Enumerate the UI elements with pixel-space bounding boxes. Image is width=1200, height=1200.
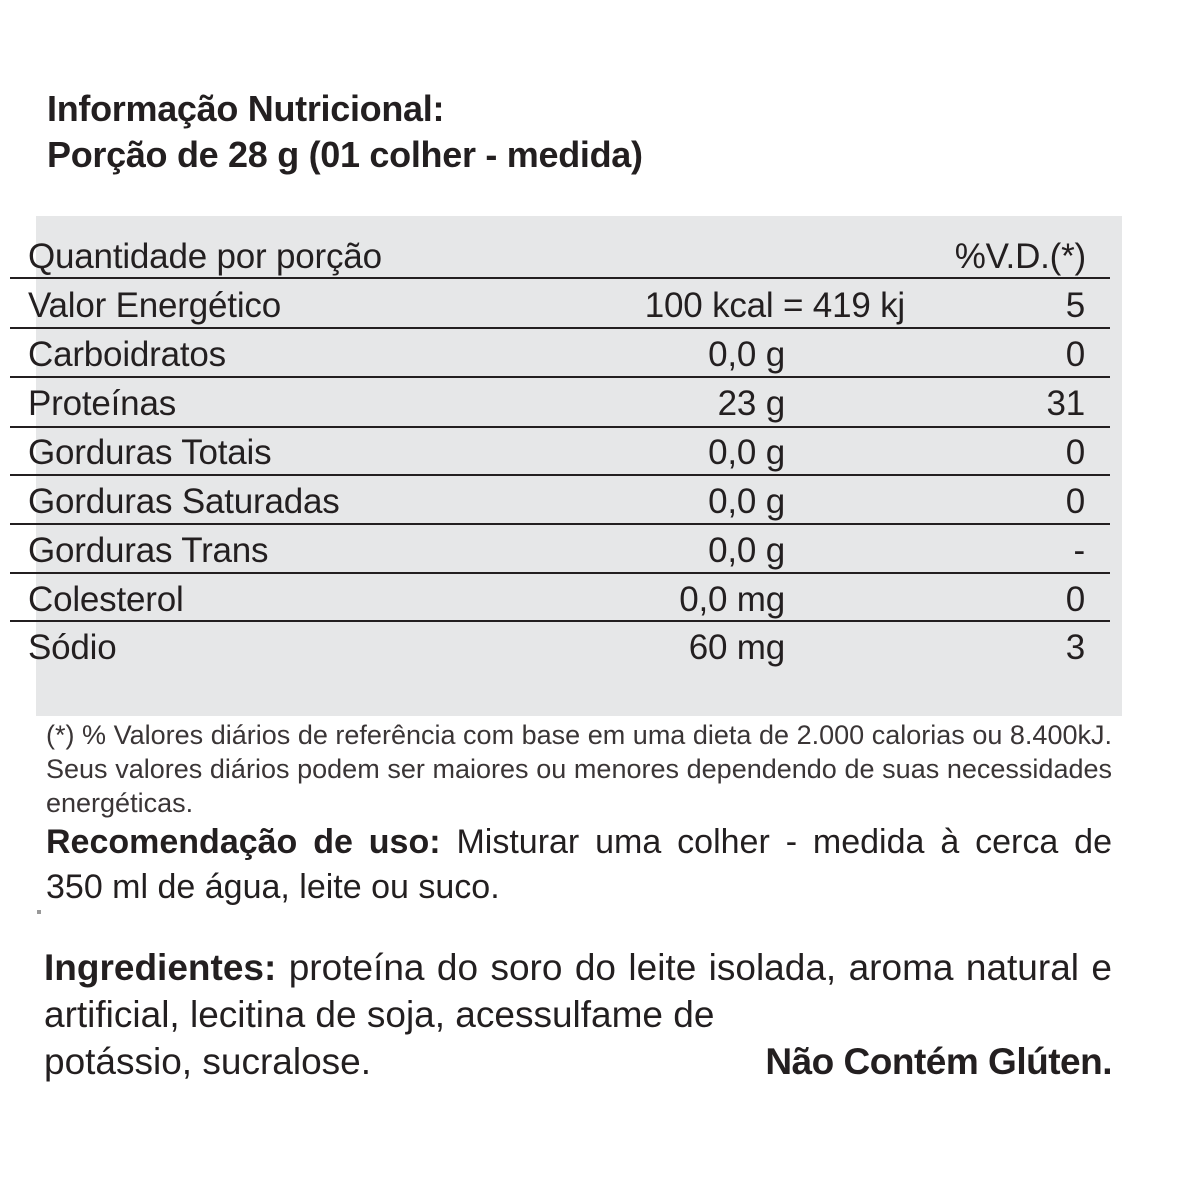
daily-value-footnote: (*) % Valores diários de referência com base em uma dieta de 2.000 calorias ou 8.400kJ. Seus valores diários podem ser maiores ou menores dependendo de suas necessidades energéticas. — [46, 720, 1112, 818]
nutrient-amount: 0,0 g — [708, 433, 785, 472]
table-row — [10, 330, 1110, 379]
ingredients-label: Ingredientes: — [44, 947, 277, 988]
nutrient-amount: 100 kcal = 419 kj — [644, 286, 905, 325]
usage-recommendation — [46, 820, 1112, 910]
column-tick — [932, 376, 938, 378]
nutrient-label: Sódio — [28, 628, 117, 667]
column-tick — [932, 523, 938, 525]
page-title: Informação Nutricional: — [47, 88, 445, 129]
table-divider — [10, 620, 1110, 622]
table-row — [10, 526, 1110, 575]
nutrient-label: Gorduras Totais — [28, 433, 272, 472]
ingredients-text-end: potássio, sucralose. — [44, 1041, 372, 1082]
table-row — [10, 379, 1110, 428]
table-row — [10, 477, 1110, 526]
nutrient-vd: 31 — [1046, 384, 1085, 423]
column-tick — [932, 327, 938, 329]
nutrient-vd: 0 — [1065, 580, 1085, 619]
table-header-row — [10, 232, 1110, 281]
ingredients-text: proteína do soro do leite isolada, aroma natural e artificial, lecitina de soja, acessulfame de — [44, 947, 1112, 1035]
nutrient-label: Colesterol — [28, 580, 184, 619]
table-divider — [10, 523, 1110, 525]
nutrient-vd: 0 — [1065, 335, 1085, 374]
gluten-notice: Não Contém Glúten. — [765, 1041, 1112, 1082]
portion-size: Porção de 28 g (01 colher - medida) — [47, 134, 643, 175]
table-divider — [10, 474, 1110, 476]
header-vd-label: %V.D.(*) — [954, 237, 1086, 276]
nutrient-label: Proteínas — [28, 384, 177, 423]
nutrient-label: Carboidratos — [28, 335, 226, 374]
table-divider — [10, 277, 1110, 279]
nutrient-amount: 60 mg — [688, 628, 785, 667]
table-divider — [10, 376, 1110, 378]
nutrient-vd: 5 — [1065, 286, 1085, 325]
nutrient-amount: 0,0 g — [708, 531, 785, 570]
header-quantity-label: Quantidade por porção — [28, 237, 382, 276]
table-row — [10, 575, 1110, 624]
nutrition-header — [47, 86, 643, 178]
nutrient-label: Gorduras Saturadas — [28, 482, 340, 521]
table-row — [10, 281, 1110, 330]
table-row — [10, 623, 1110, 672]
stray-mark — [37, 910, 41, 914]
table-divider — [10, 327, 1110, 329]
nutrient-amount: 0,0 mg — [679, 580, 785, 619]
nutrient-label: Gorduras Trans — [28, 531, 269, 570]
nutrient-vd: 0 — [1065, 433, 1085, 472]
table-divider — [10, 572, 1110, 574]
nutrient-label: Valor Energético — [28, 286, 281, 325]
nutrient-vd: - — [1073, 531, 1085, 570]
nutrient-vd: 3 — [1065, 628, 1085, 667]
nutrient-amount: 23 g — [717, 384, 785, 423]
nutrient-amount: 0,0 g — [708, 335, 785, 374]
usage-label: Recomendação de uso: — [46, 823, 441, 861]
ingredients-section — [44, 944, 1112, 1085]
ingredients-last-line — [44, 1038, 1112, 1085]
usage-text: Misturar uma colher - medida à cerca de 350 ml de água, leite ou suco. — [46, 823, 1112, 906]
column-tick — [932, 474, 938, 476]
nutrient-vd: 0 — [1065, 482, 1085, 521]
table-row — [10, 428, 1110, 477]
nutrient-amount: 0,0 g — [708, 482, 785, 521]
